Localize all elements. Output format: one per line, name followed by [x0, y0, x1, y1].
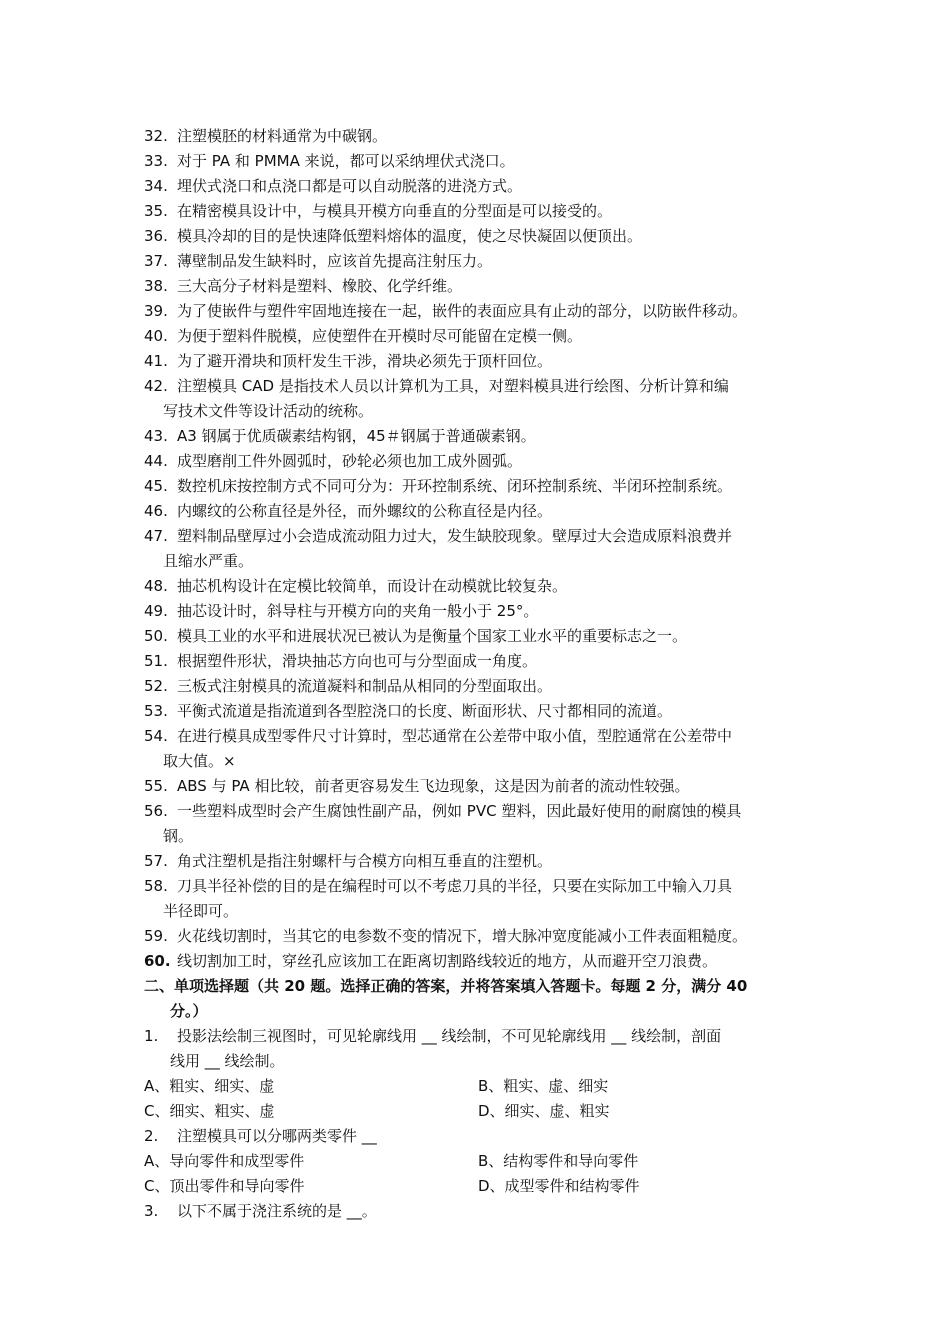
question-number: 57.	[144, 852, 168, 870]
question-text: 对于 PA 和 PMMA 来说，都可以采纳埋伏式浇口。	[177, 152, 515, 170]
answer-option: D、成型零件和结构零件	[478, 1177, 640, 1195]
tf-question-row	[0, 124, 950, 149]
question-text-continued: 半径即可。	[163, 902, 239, 920]
question-text: 模具冷却的目的是快速降低塑料熔体的温度，使之尽快凝固以便顶出。	[177, 227, 643, 245]
answer-option: C、顶出零件和导向零件	[144, 1177, 305, 1195]
tf-question-row	[0, 349, 950, 374]
question-text: 注塑模具可以分哪两类零件 __	[177, 1127, 377, 1145]
tf-question-row	[0, 249, 950, 274]
tf-question-row	[0, 849, 950, 874]
question-number: 59.	[144, 927, 168, 945]
question-text: 注塑模胚的材料通常为中碳钢。	[177, 127, 388, 145]
question-text: 刀具半径补偿的目的是在编程时可以不考虑刀具的半径，只要在实际加工中输入刀具	[177, 877, 733, 895]
question-text: 根据塑件形状，滑块抽芯方向也可与分型面成一角度。	[177, 652, 538, 670]
question-text: A3 钢属于优质碳素结构钢，45＃钢属于普通碳素钢。	[177, 427, 536, 445]
tf-question-row	[0, 724, 950, 749]
question-text: 为便于塑料件脱模，应使塑件在开模时尽可能留在定模一侧。	[177, 327, 583, 345]
question-text: 以下不属于浇注系统的是 __。	[177, 1202, 377, 1220]
question-number: 44.	[144, 452, 168, 470]
tf-question-row	[0, 474, 950, 499]
question-text: 为了避开滑块和顶杆发生干涉，滑块必须先于顶杆回位。	[177, 352, 553, 370]
question-number: 1.	[144, 1027, 159, 1045]
tf-question-row	[0, 799, 950, 824]
tf-question-continuation	[0, 749, 950, 774]
question-number: 54.	[144, 727, 168, 745]
section-heading-continuation	[0, 999, 950, 1024]
question-text: 塑料制品壁厚过小会造成流动阻力过大，发生缺胶现象。壁厚过大会造成原料浪费并	[177, 527, 733, 545]
document-body	[0, 124, 950, 1224]
tf-question-row	[0, 224, 950, 249]
question-text: 一些塑料成型时会产生腐蚀性副产品，例如 PVC 塑料，因此最好使用的耐腐蚀的模具	[177, 802, 742, 820]
question-number: 38.	[144, 277, 168, 295]
tf-question-row	[0, 199, 950, 224]
answer-option: A、导向零件和成型零件	[144, 1152, 305, 1170]
question-text: 投影法绘制三视图时，可见轮廓线用 __ 线绘制，不可见轮廓线用 __ 线绘制，剖面	[177, 1027, 722, 1045]
question-text: 在精密模具设计中，与模具开模方向垂直的分型面是可以接受的。	[177, 202, 613, 220]
answer-option: C、细实、粗实、虚	[144, 1102, 275, 1120]
question-text: 线切割加工时，穿丝孔应该加工在距离切割路线较近的地方，从而避开空刀浪费。	[177, 952, 718, 970]
question-number: 45.	[144, 477, 168, 495]
section-title: 二、单项选择题（共 20 题。选择正确的答案，并将答案填入答题卡。每题 2 分，满分 40	[144, 977, 748, 995]
tf-question-row	[0, 449, 950, 474]
question-number: 2.	[144, 1127, 159, 1145]
question-number: 60.	[144, 952, 171, 970]
tf-question-row	[0, 574, 950, 599]
question-text: 火花线切割时，当其它的电参数不变的情况下，增大脉冲宽度能减小工件表面粗糙度。	[177, 927, 748, 945]
answer-option: B、粗实、虚、细实	[478, 1077, 609, 1095]
tf-question-row	[0, 374, 950, 399]
option-row	[0, 1099, 950, 1124]
question-text: 三板式注射模具的流道凝料和制品从相同的分型面取出。	[177, 677, 553, 695]
question-number: 55.	[144, 777, 168, 795]
question-text: 薄壁制品发生缺料时，应该首先提高注射压力。	[177, 252, 493, 270]
question-number: 36.	[144, 227, 168, 245]
question-text: 模具工业的水平和进展状况已被认为是衡量个国家工业水平的重要标志之一。	[177, 627, 688, 645]
question-number: 50.	[144, 627, 168, 645]
question-number: 53.	[144, 702, 168, 720]
question-number: 34.	[144, 177, 168, 195]
question-text: 三大高分子材料是塑料、橡胶、化学纤维。	[177, 277, 463, 295]
question-text-continued: 钢。	[163, 827, 194, 845]
question-text: 埋伏式浇口和点浇口都是可以自动脱落的进浇方式。	[177, 177, 523, 195]
tf-question-continuation	[0, 399, 950, 424]
tf-question-row	[0, 949, 950, 974]
question-number: 39.	[144, 302, 168, 320]
question-text: 为了使嵌件与塑件牢固地连接在一起，嵌件的表面应具有止动的部分，以防嵌件移动。	[177, 302, 748, 320]
mc-question-row	[0, 1024, 950, 1049]
question-number: 35.	[144, 202, 168, 220]
tf-question-row	[0, 924, 950, 949]
question-number: 3.	[144, 1202, 159, 1220]
answer-option: B、结构零件和导向零件	[478, 1152, 639, 1170]
tf-question-row	[0, 599, 950, 624]
question-number: 51.	[144, 652, 168, 670]
question-text: 数控机床按控制方式不同可分为：开环控制系统、闭环控制系统、半闭环控制系统。	[177, 477, 733, 495]
question-text: 内螺纹的公称直径是外径，而外螺纹的公称直径是内径。	[177, 502, 553, 520]
tf-question-row	[0, 499, 950, 524]
mc-question-row	[0, 1124, 950, 1149]
option-row	[0, 1174, 950, 1199]
tf-question-row	[0, 424, 950, 449]
question-number: 46.	[144, 502, 168, 520]
tf-question-row	[0, 649, 950, 674]
tf-question-continuation	[0, 824, 950, 849]
question-text-continued: 写技术文件等设计活动的统称。	[163, 402, 374, 420]
tf-question-row	[0, 774, 950, 799]
question-text: 成型磨削工件外圆弧时，砂轮必须也加工成外圆弧。	[177, 452, 523, 470]
tf-question-row	[0, 174, 950, 199]
mc-question-row	[0, 1199, 950, 1224]
tf-question-row	[0, 624, 950, 649]
tf-question-row	[0, 699, 950, 724]
question-text: 在进行模具成型零件尺寸计算时，型芯通常在公差带中取小值，型腔通常在公差带中	[177, 727, 733, 745]
tf-question-row	[0, 149, 950, 174]
answer-option: A、粗实、细实、虚	[144, 1077, 275, 1095]
question-number: 40.	[144, 327, 168, 345]
option-row	[0, 1074, 950, 1099]
question-number: 43.	[144, 427, 168, 445]
tf-question-row	[0, 274, 950, 299]
question-text: ABS 与 PA 相比较，前者更容易发生飞边现象，这是因为前者的流动性较强。	[177, 777, 690, 795]
question-number: 49.	[144, 602, 168, 620]
tf-question-row	[0, 324, 950, 349]
question-number: 42.	[144, 377, 168, 395]
question-number: 47.	[144, 527, 168, 545]
question-text-continued: 取大值。×	[163, 752, 236, 770]
question-text-continued: 线用 __ 线绘制。	[170, 1052, 285, 1070]
tf-question-row	[0, 874, 950, 899]
question-number: 56.	[144, 802, 168, 820]
question-text: 抽芯机构设计在定模比较简单，而设计在动模就比较复杂。	[177, 577, 568, 595]
question-text: 平衡式流道是指流道到各型腔浇口的长度、断面形状、尺寸都相同的流道。	[177, 702, 673, 720]
section-title-continued: 分。）	[170, 1002, 208, 1020]
tf-question-continuation	[0, 549, 950, 574]
tf-question-row	[0, 524, 950, 549]
question-text: 角式注塑机是指注射螺杆与合模方向相互垂直的注塑机。	[177, 852, 553, 870]
question-text: 抽芯设计时，斜导柱与开模方向的夹角一般小于 25°。	[177, 602, 539, 620]
question-number: 33.	[144, 152, 168, 170]
mc-question-continuation	[0, 1049, 950, 1074]
question-number: 41.	[144, 352, 168, 370]
question-text-continued: 且缩水严重。	[163, 552, 254, 570]
question-number: 48.	[144, 577, 168, 595]
question-number: 58.	[144, 877, 168, 895]
question-number: 32.	[144, 127, 168, 145]
section-heading	[0, 974, 950, 999]
tf-question-row	[0, 299, 950, 324]
tf-question-continuation	[0, 899, 950, 924]
question-number: 37.	[144, 252, 168, 270]
option-row	[0, 1149, 950, 1174]
question-text: 注塑模具 CAD 是指技术人员以计算机为工具，对塑料模具进行绘图、分析计算和编	[177, 377, 729, 395]
tf-question-row	[0, 674, 950, 699]
question-number: 52.	[144, 677, 168, 695]
answer-option: D、细实、虚、粗实	[478, 1102, 610, 1120]
